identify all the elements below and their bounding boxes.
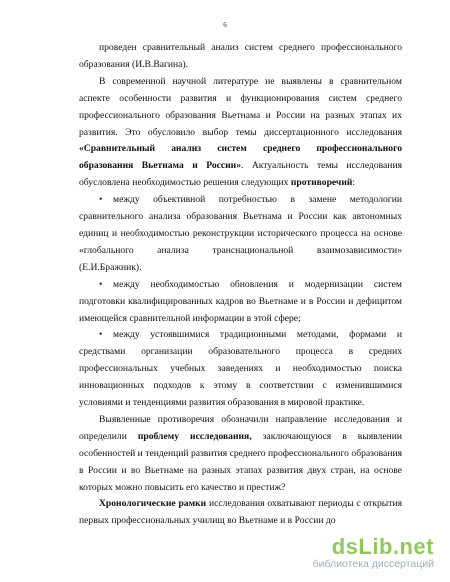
contradiction-text: между объективной потребностью в замене методологии сравнительного анализа образования Вьетнама и России как автономных единиц и необходимостью реконструкции исторического процесса на основе «глобального анализа транснациональной взаимозависимости» (Е.И.Бражник).: [79, 194, 402, 273]
watermark-subtitle: библиотека диссертаций: [312, 558, 434, 570]
bullet-icon: •: [99, 278, 103, 290]
paragraph-problem-text: Выявленные противоречия обозначили направление исследования и определили: [79, 413, 402, 442]
paragraph-problem-end: заключающуюся в выявлении особенностей и тенденций развития среднего профессионального образования в России и во Вьетнаме на разных этапах развития двух стран, на основе которых можно повысить его качество и престиж?: [79, 430, 402, 493]
contradiction-item: [79, 327, 402, 412]
contradiction-text: между устоявшимися традиционными методами, формами и средствами организации образовательного процесса в средних профессиональных учебных заведениях и необходимостью поиска инновационных подходов к этому в соответствии с изменившимися условиями и тенденциями развития образования в мировой практике.: [79, 329, 402, 409]
contradiction-text: между необходимостью обновления и модернизации систем подготовки квалифицированных кадров во Вьетнаме и в России и дефицитом имеющейся сравнительной информации в этой сфере;: [79, 278, 402, 324]
page-number: 6: [223, 21, 227, 29]
paragraph-topic-mid: . Актуальность темы исследования обусловлена необходимостью решения следующих: [79, 160, 402, 189]
paragraph-topic-end: :: [352, 177, 356, 189]
dissertation-title: «Сравнительный анализ систем среднего профессионального образования Вьетнама и России»: [79, 143, 402, 172]
site-watermark: [284, 534, 434, 572]
paragraph-chronology-text: исследования охватывают периоды с открытия первых профессиональных училищ во Вьетнаме и в России до: [79, 498, 402, 527]
paragraph-chronology: [79, 496, 402, 530]
document-body: [79, 40, 402, 530]
bullet-icon: •: [99, 194, 103, 206]
paragraph-intro-text: проведен сравнительный анализ систем среднего профессионального образования (И.В.Вагина).: [79, 42, 402, 70]
paragraph-intro: [79, 40, 402, 74]
bullet-icon: •: [99, 329, 103, 341]
research-problem-term: проблему исследования,: [137, 430, 252, 442]
contradiction-item: [79, 277, 402, 328]
contradiction-item: [79, 192, 402, 277]
chronology-term: Хронологические рамки: [99, 498, 207, 510]
paragraph-topic-text: В современной научной литературе не выявлены в сравнительном аспекте особенности развития и функционирования систем среднего профессионального образования Вьетнама и России на разных этапах их развития. Это обусловило выбор темы диссертационного исследования: [79, 75, 402, 138]
contradictions-term: противоречий: [290, 177, 353, 189]
watermark-logo: dsLib.net: [331, 534, 434, 559]
paragraph-problem: [79, 412, 402, 497]
paragraph-topic: [79, 74, 402, 192]
